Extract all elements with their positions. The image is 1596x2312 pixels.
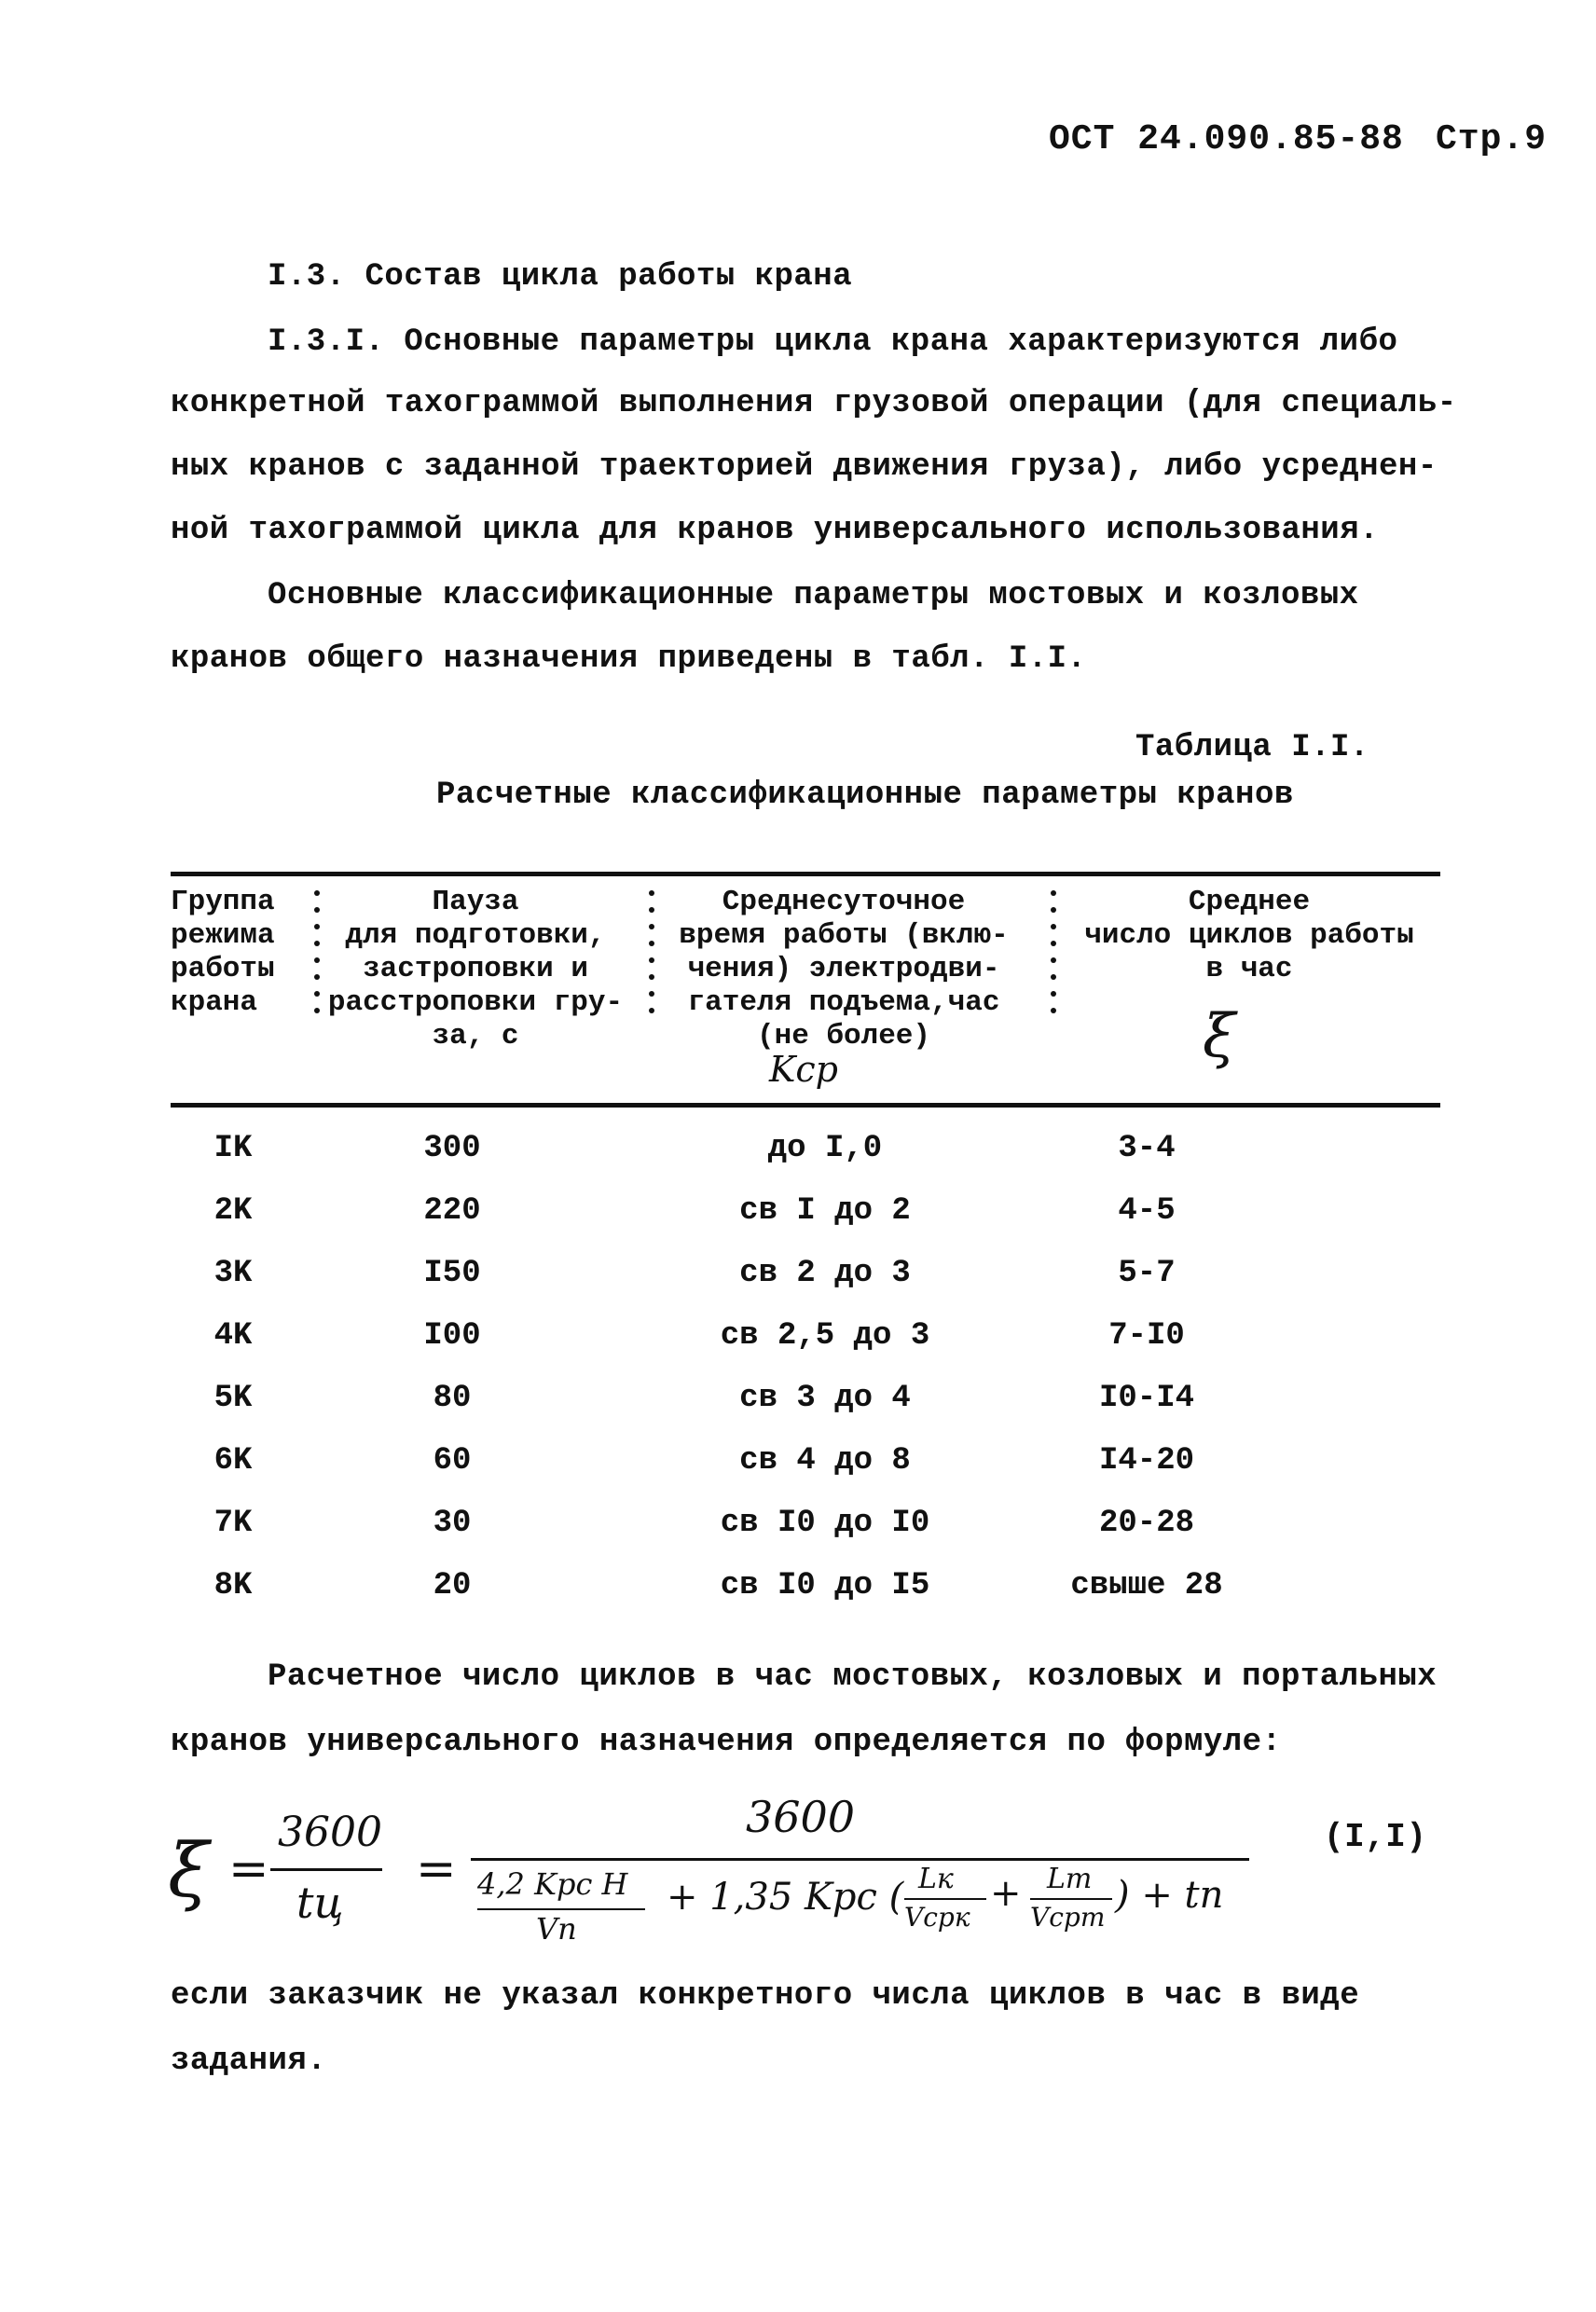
paragraph-line: ных кранов с заданной траекторией движения груза), либо усреднен- xyxy=(171,449,1438,485)
cell-group: 6K xyxy=(213,1443,253,1479)
paragraph-line: кранов общего назначения приведены в табл. I.I. xyxy=(171,641,1087,677)
symbol-xi: ξ xyxy=(1203,1002,1236,1071)
table-caption: Расчетные классификационные параметры кранов xyxy=(436,778,1294,813)
table-label: Таблица I.I. xyxy=(1135,730,1369,765)
term1-denominator: Vп xyxy=(536,1911,577,1947)
header-work-time: Среднесуточное время работы (вклю- чения) электродви- гателя подъема,час (не более) xyxy=(679,886,1009,1053)
paragraph-line: Основные классификационные параметры мостовых и козловых xyxy=(268,578,1359,613)
term2a-numerator: Lк xyxy=(918,1863,954,1895)
cell-pause: 30 xyxy=(433,1506,472,1541)
formula-eq2: = xyxy=(416,1841,457,1897)
cell-pause: I50 xyxy=(423,1256,481,1291)
cell-group: IK xyxy=(213,1131,253,1166)
column-separator xyxy=(649,890,654,1025)
table-header-rule xyxy=(171,1103,1440,1108)
formula-eq: = xyxy=(228,1841,269,1897)
term2a-bar xyxy=(904,1898,986,1900)
paragraph-line: Расчетное число циклов в час мостовых, козловых и портальных xyxy=(268,1659,1438,1695)
cell-work-time: св 3 до 4 xyxy=(739,1381,911,1416)
column-separator xyxy=(314,890,320,1025)
section-title: I.3. Состав цикла работы крана xyxy=(268,259,853,295)
term2-plus: + xyxy=(990,1872,1022,1915)
formula-number: (I,I) xyxy=(1324,1818,1427,1856)
cell-group: 7K xyxy=(213,1506,253,1541)
cell-pause: 80 xyxy=(433,1381,472,1416)
cell-pause: 60 xyxy=(433,1443,472,1479)
document-code: ОСТ 24.090.85-88 xyxy=(1049,119,1404,159)
fraction1-numerator: 3600 xyxy=(278,1809,382,1856)
header-pause: Пауза для подготовки, застроповки и расстроповки гру- за, с xyxy=(327,886,624,1053)
cell-cycles: 7-I0 xyxy=(1108,1318,1185,1354)
term2b-denominator: Vсрт xyxy=(1030,1902,1106,1933)
cell-cycles: 20-28 xyxy=(1098,1506,1195,1541)
paragraph-line: если заказчик не указал конкретного числа циклов в час в виде xyxy=(171,1978,1360,2014)
cell-cycles: 5-7 xyxy=(1118,1256,1176,1291)
cell-group: 3K xyxy=(213,1256,253,1291)
fraction2-bar xyxy=(471,1858,1249,1861)
cell-group: 5K xyxy=(213,1381,253,1416)
cell-pause: I00 xyxy=(423,1318,481,1354)
page-number: Стр.9 xyxy=(1436,119,1548,159)
cell-pause: 220 xyxy=(423,1193,481,1229)
cell-cycles: I0-I4 xyxy=(1098,1381,1195,1416)
cell-cycles: 4-5 xyxy=(1118,1193,1176,1229)
cell-group: 4K xyxy=(213,1318,253,1354)
cell-cycles: I4-20 xyxy=(1098,1443,1195,1479)
column-separator xyxy=(1051,890,1056,1025)
term2-coefficient: + 1,35 Kрс ( xyxy=(667,1876,904,1919)
header-group: Группа режима работы крана xyxy=(171,886,275,1019)
fraction1-denominator: tц xyxy=(296,1878,344,1928)
cell-work-time: св 4 до 8 xyxy=(739,1443,911,1479)
term2a-denominator: Vсрк xyxy=(904,1902,970,1933)
cell-group: 2K xyxy=(213,1193,253,1229)
fraction2-numerator: 3600 xyxy=(746,1792,856,1842)
term2b-numerator: Lт xyxy=(1047,1863,1093,1895)
formula-lhs: ξ xyxy=(168,1827,210,1914)
table-top-rule xyxy=(171,872,1440,876)
symbol-kcp: Kср xyxy=(769,1049,838,1090)
cell-work-time: св I0 до I0 xyxy=(720,1506,930,1541)
cell-work-time: св 2 до 3 xyxy=(739,1256,911,1291)
paragraph-line: конкретной тахограммой выполнения грузовой операции (для специаль- xyxy=(171,386,1457,421)
cell-work-time: св I до 2 xyxy=(739,1193,911,1229)
cell-pause: 20 xyxy=(433,1568,472,1603)
paragraph-line: задания. xyxy=(171,2044,327,2079)
cell-work-time: св I0 до I5 xyxy=(720,1568,930,1603)
header-cycles: Среднее число циклов работы в час xyxy=(1084,886,1414,985)
cell-work-time: св 2,5 до 3 xyxy=(720,1318,930,1354)
fraction1-bar xyxy=(270,1868,382,1871)
cell-cycles: 3-4 xyxy=(1118,1131,1176,1166)
cell-pause: 300 xyxy=(423,1131,481,1166)
paragraph-line: I.3.I. Основные параметры цикла крана характеризуются либо xyxy=(268,324,1398,360)
paragraph-line: кранов универсального назначения определяется по формуле: xyxy=(171,1725,1282,1760)
term2b-bar xyxy=(1030,1898,1112,1900)
cell-cycles: свыше 28 xyxy=(1070,1568,1223,1603)
term1-numerator: 4,2 Kрс H xyxy=(477,1866,628,1902)
cell-group: 8K xyxy=(213,1568,253,1603)
term2-tail: ) + tп xyxy=(1115,1874,1224,1917)
paragraph-line: ной тахограммой цикла для кранов универсального использования. xyxy=(171,513,1380,548)
cell-work-time: до I,0 xyxy=(767,1131,883,1166)
term1-bar xyxy=(477,1908,645,1910)
